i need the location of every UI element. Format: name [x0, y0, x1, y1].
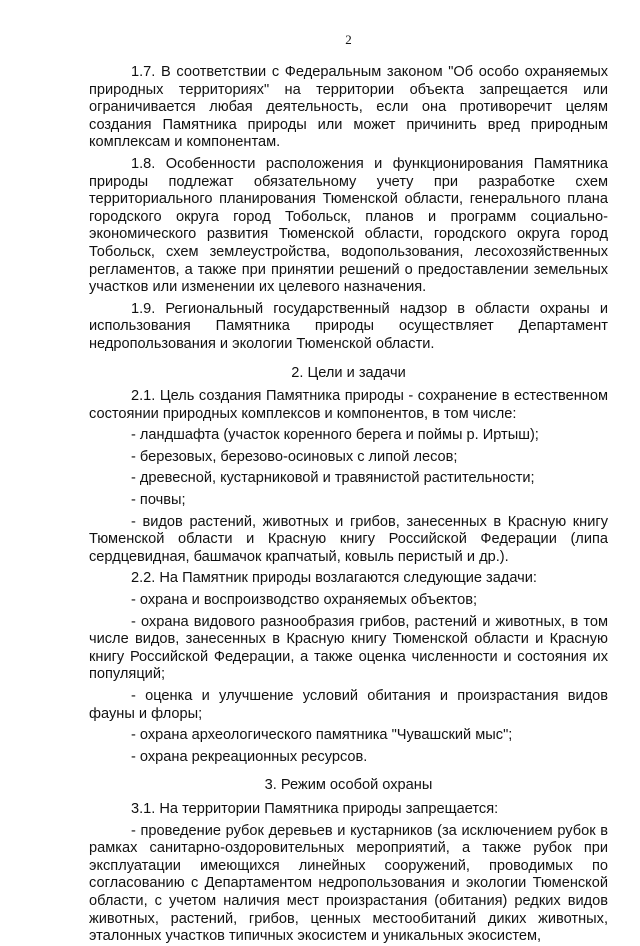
list-item-goal: - видов растений, животных и грибов, занесенных в Красную книгу Тюменской области и Красную книгу Российской Федерации (липа сердцевидная, башмачок крапчатый, ковыль перистый и др.).: [89, 513, 608, 565]
paragraph-1-7: 1.7. В соответствии с Федеральным законом "Об особо охраняемых природных территориях" на территории объекта запрещается или ограничивается любая деятельность, если она противоречит целям создания Памятника природы или может причинить вред природным комплексам и компонентам.: [89, 64, 608, 151]
list-item-task: - оценка и улучшение условий обитания и произрастания видов фауны и флоры;: [89, 688, 608, 722]
paragraph-1-9: 1.9. Региональный государственный надзор в области охраны и использования Памятника природы осуществляет Департамент недропользования и экологии Тюменской области.: [89, 300, 608, 352]
paragraph-2-2: 2.2. На Памятник природы возлагаются следующие задачи:: [131, 570, 537, 587]
list-item-task: - охрана археологического памятника "Чувашский мыс";: [131, 727, 513, 744]
section-heading-goals: 2. Цели и задачи: [291, 364, 406, 381]
list-item-goal: - почвы;: [131, 492, 186, 509]
list-item-goal: - древесной, кустарниковой и травянистой растительности;: [131, 470, 535, 487]
list-item-task: - охрана видового разнообразия грибов, растений и животных, в том числе видов, занесенных в Красную книгу Тюменской области и Красную книгу Российской Федерации, а также оценка численности и состояния их популяций;: [89, 613, 608, 683]
list-item-goal: - березовых, березово-осиновых с липой лесов;: [131, 448, 458, 465]
list-item-task: - охрана и воспроизводство охраняемых объектов;: [131, 592, 478, 609]
list-item-prohibition: - проведение рубок деревьев и кустарников (за исключением рубок в рамках санитарно-оздоровительных мероприятий, а также рубок при эксплуатации имеющихся линейных сооружений, проводимых по согласованию с Департаментом недропользования и экологии Тюменской области, с учетом наличия мест произрастания (обитания) редких видов животных, растений, грибов, ценных местообитаний диких животных, эталонных участков типичных экосистем и уникальных экосистем,: [89, 822, 608, 945]
list-item-goal: - ландшафта (участок коренного берега и поймы р. Иртыш);: [131, 427, 539, 444]
page-number: 2: [345, 32, 352, 47]
list-item-task: - охрана рекреационных ресурсов.: [131, 748, 368, 765]
paragraph-1-8: 1.8. Особенности расположения и функционирования Памятника природы подлежат обязательному учету при разработке схем территориального планирования Тюменской области, генерального плана городского округа город Тобольск, планов и программ социально-экономического развития Тюменской области, городского округа город Тобольск, схем землеустройства, водопользования, лесохозяйственных регламентов, а также при принятии решений о предоставлении земельных участков или изменении их целевого назначения.: [89, 155, 608, 296]
paragraph-2-1: 2.1. Цель создания Памятника природы - сохранение в естественном состоянии природных комплексов и компонентов, в том числе:: [89, 388, 608, 422]
section-heading-protection-regime: 3. Режим особой охраны: [264, 777, 433, 794]
paragraph-3-1: 3.1. На территории Памятника природы запрещается:: [131, 800, 499, 817]
